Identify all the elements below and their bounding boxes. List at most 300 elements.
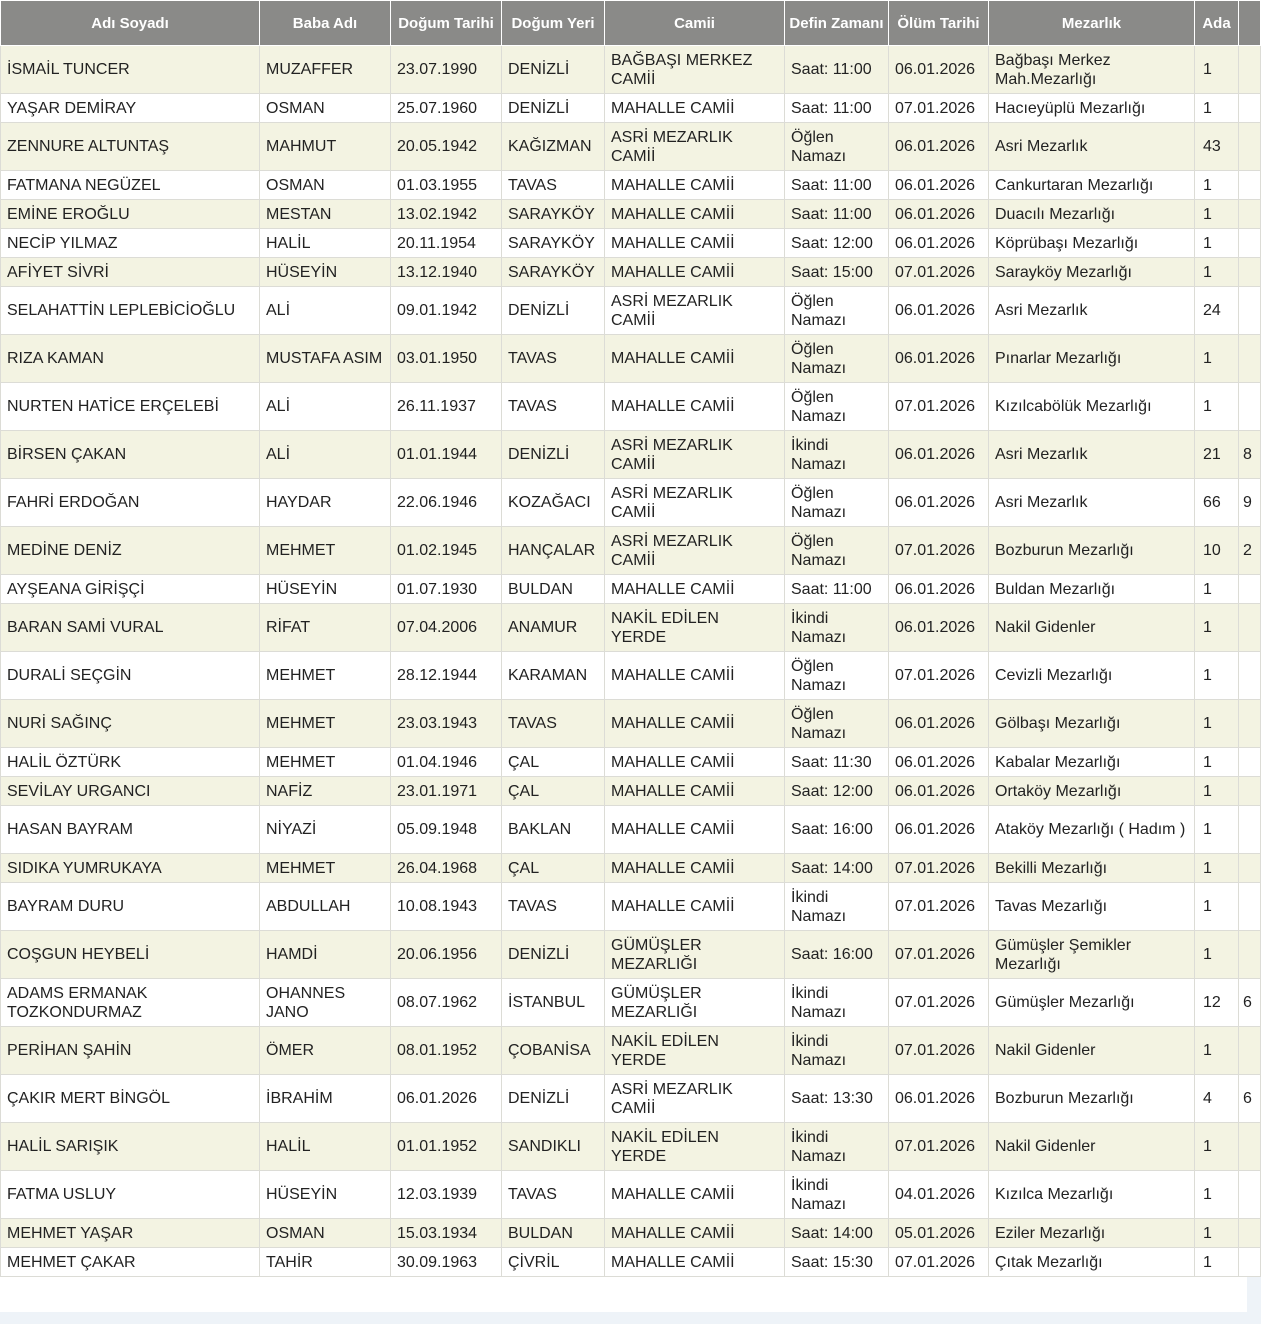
cell-olum-tarihi: 06.01.2026 — [889, 46, 989, 94]
cell-ada: 1 — [1195, 931, 1239, 979]
cell-extra: 8 — [1239, 431, 1261, 479]
cell-adi-soyadi: PERİHAN ŞAHİN — [1, 1027, 260, 1075]
table-row[interactable] — [1, 604, 1261, 652]
cell-ada: 1 — [1195, 229, 1239, 258]
cell-dogum-yeri: KAĞIZMAN — [502, 123, 605, 171]
cell-mezarlik: Bozburun Mezarlığı — [989, 527, 1195, 575]
cell-camii: MAHALLE CAMİİ — [605, 94, 785, 123]
cell-mezarlik: Nakil Gidenler — [989, 604, 1195, 652]
cell-extra — [1239, 335, 1261, 383]
cell-ada: 1 — [1195, 335, 1239, 383]
table-row[interactable] — [1, 287, 1261, 335]
cell-camii: NAKİL EDİLEN YERDE — [605, 604, 785, 652]
cell-dogum-tarihi: 20.11.1954 — [391, 229, 502, 258]
table-row[interactable] — [1, 123, 1261, 171]
cell-mezarlik: Kabalar Mezarlığı — [989, 748, 1195, 777]
cell-olum-tarihi: 07.01.2026 — [889, 383, 989, 431]
cell-ada: 1 — [1195, 94, 1239, 123]
table-row[interactable] — [1, 1248, 1261, 1277]
cell-defin-zamani: Öğlen Namazı — [785, 700, 889, 748]
cell-defin-zamani: Öğlen Namazı — [785, 383, 889, 431]
cell-mezarlik: Çıtak Mezarlığı — [989, 1248, 1195, 1277]
cell-ada: 10 — [1195, 527, 1239, 575]
cell-defin-zamani: Saat: 14:00 — [785, 854, 889, 883]
cell-olum-tarihi: 06.01.2026 — [889, 431, 989, 479]
cell-mezarlik: Köprübaşı Mezarlığı — [989, 229, 1195, 258]
cell-baba-adi: HÜSEYİN — [260, 1171, 391, 1219]
cell-mezarlik: Duacılı Mezarlığı — [989, 200, 1195, 229]
table-row[interactable] — [1, 575, 1261, 604]
cell-camii: ASRİ MEZARLIK CAMİİ — [605, 287, 785, 335]
cell-adi-soyadi: MEDİNE DENİZ — [1, 527, 260, 575]
cell-olum-tarihi: 07.01.2026 — [889, 1123, 989, 1171]
cell-camii: MAHALLE CAMİİ — [605, 383, 785, 431]
cell-defin-zamani: Öğlen Namazı — [785, 287, 889, 335]
cell-baba-adi: OHANNES JANO — [260, 979, 391, 1027]
cell-defin-zamani: Saat: 15:30 — [785, 1248, 889, 1277]
cell-extra — [1239, 258, 1261, 287]
cell-dogum-tarihi: 22.06.1946 — [391, 479, 502, 527]
table-row[interactable] — [1, 652, 1261, 700]
cell-olum-tarihi: 07.01.2026 — [889, 652, 989, 700]
cell-camii: ASRİ MEZARLIK CAMİİ — [605, 123, 785, 171]
table-row[interactable] — [1, 1075, 1261, 1123]
cell-dogum-tarihi: 08.07.1962 — [391, 979, 502, 1027]
cell-adi-soyadi: HALİL ÖZTÜRK — [1, 748, 260, 777]
cell-olum-tarihi: 07.01.2026 — [889, 94, 989, 123]
cell-ada: 66 — [1195, 479, 1239, 527]
header-dogum-yeri[interactable]: Doğum Yeri — [502, 1, 605, 46]
cell-ada: 1 — [1195, 383, 1239, 431]
cell-extra — [1239, 652, 1261, 700]
cell-defin-zamani: İkindi Namazı — [785, 1123, 889, 1171]
cell-camii: MAHALLE CAMİİ — [605, 258, 785, 287]
cell-extra — [1239, 1027, 1261, 1075]
cell-defin-zamani: İkindi Namazı — [785, 883, 889, 931]
cell-extra — [1239, 700, 1261, 748]
cell-baba-adi: ALİ — [260, 287, 391, 335]
cell-adi-soyadi: MEHMET YAŞAR — [1, 1219, 260, 1248]
cell-dogum-yeri: BAKLAN — [502, 806, 605, 854]
cell-dogum-tarihi: 28.12.1944 — [391, 652, 502, 700]
cell-defin-zamani: İkindi Namazı — [785, 604, 889, 652]
table-row[interactable] — [1, 479, 1261, 527]
cell-adi-soyadi: BİRSEN ÇAKAN — [1, 431, 260, 479]
cell-extra — [1239, 575, 1261, 604]
cell-olum-tarihi: 07.01.2026 — [889, 258, 989, 287]
cell-dogum-yeri: SARAYKÖY — [502, 229, 605, 258]
cell-dogum-yeri: ANAMUR — [502, 604, 605, 652]
cell-olum-tarihi: 07.01.2026 — [889, 527, 989, 575]
cell-dogum-tarihi: 07.04.2006 — [391, 604, 502, 652]
cell-baba-adi: MUSTAFA ASIM — [260, 335, 391, 383]
cell-defin-zamani: Öğlen Namazı — [785, 652, 889, 700]
table-row[interactable] — [1, 1171, 1261, 1219]
cell-adi-soyadi: EMİNE EROĞLU — [1, 200, 260, 229]
cell-dogum-yeri: TAVAS — [502, 1171, 605, 1219]
cell-extra — [1239, 200, 1261, 229]
cell-mezarlik: Ataköy Mezarlığı ( Hadım ) — [989, 806, 1195, 854]
cell-adi-soyadi: SELAHATTİN LEPLEBİCİOĞLU — [1, 287, 260, 335]
cell-defin-zamani: İkindi Namazı — [785, 431, 889, 479]
cell-mezarlik: Buldan Mezarlığı — [989, 575, 1195, 604]
cell-extra — [1239, 854, 1261, 883]
cell-mezarlik: Tavas Mezarlığı — [989, 883, 1195, 931]
cell-adi-soyadi: AYŞEANA GİRİŞÇİ — [1, 575, 260, 604]
cell-dogum-tarihi: 01.01.1944 — [391, 431, 502, 479]
cell-olum-tarihi: 06.01.2026 — [889, 287, 989, 335]
table-row[interactable] — [1, 748, 1261, 777]
cell-olum-tarihi: 06.01.2026 — [889, 748, 989, 777]
table-row[interactable] — [1, 200, 1261, 229]
cell-olum-tarihi: 07.01.2026 — [889, 854, 989, 883]
cell-camii: ASRİ MEZARLIK CAMİİ — [605, 431, 785, 479]
cell-camii: MAHALLE CAMİİ — [605, 335, 785, 383]
cell-dogum-yeri: SANDIKLI — [502, 1123, 605, 1171]
table-row[interactable] — [1, 700, 1261, 748]
cell-mezarlik: Hacıeyüplü Mezarlığı — [989, 94, 1195, 123]
cell-camii: MAHALLE CAMİİ — [605, 883, 785, 931]
cell-extra — [1239, 229, 1261, 258]
cell-baba-adi: TAHİR — [260, 1248, 391, 1277]
cell-baba-adi: İBRAHİM — [260, 1075, 391, 1123]
cell-dogum-yeri: TAVAS — [502, 171, 605, 200]
cell-mezarlik: Pınarlar Mezarlığı — [989, 335, 1195, 383]
cell-mezarlik: Kızılca Mezarlığı — [989, 1171, 1195, 1219]
cell-ada: 1 — [1195, 1171, 1239, 1219]
cell-adi-soyadi: DURALİ SEÇGİN — [1, 652, 260, 700]
table-row[interactable] — [1, 527, 1261, 575]
cell-ada: 1 — [1195, 258, 1239, 287]
cell-dogum-tarihi: 23.03.1943 — [391, 700, 502, 748]
cell-adi-soyadi: SIDIKA YUMRUKAYA — [1, 854, 260, 883]
cell-adi-soyadi: SEVİLAY URGANCI — [1, 777, 260, 806]
cell-baba-adi: ALİ — [260, 431, 391, 479]
cell-dogum-yeri: BULDAN — [502, 575, 605, 604]
table-row[interactable] — [1, 94, 1261, 123]
cell-olum-tarihi: 05.01.2026 — [889, 1219, 989, 1248]
cell-extra — [1239, 883, 1261, 931]
cell-olum-tarihi: 07.01.2026 — [889, 979, 989, 1027]
cell-camii: MAHALLE CAMİİ — [605, 854, 785, 883]
cell-adi-soyadi: ZENNURE ALTUNTAŞ — [1, 123, 260, 171]
cell-extra — [1239, 287, 1261, 335]
cell-mezarlik: Kızılcabölük Mezarlığı — [989, 383, 1195, 431]
cell-camii: GÜMÜŞLER MEZARLIĞI — [605, 931, 785, 979]
cell-dogum-tarihi: 20.05.1942 — [391, 123, 502, 171]
cell-dogum-tarihi: 01.04.1946 — [391, 748, 502, 777]
cell-camii: MAHALLE CAMİİ — [605, 575, 785, 604]
cell-baba-adi: HÜSEYİN — [260, 258, 391, 287]
cell-dogum-tarihi: 15.03.1934 — [391, 1219, 502, 1248]
cell-mezarlik: Ortaköy Mezarlığı — [989, 777, 1195, 806]
cell-extra — [1239, 777, 1261, 806]
cell-extra — [1239, 1171, 1261, 1219]
header-defin-zamani[interactable]: Defin Zamanı — [785, 1, 889, 46]
cell-olum-tarihi: 06.01.2026 — [889, 604, 989, 652]
header-baba-adi[interactable]: Baba Adı — [260, 1, 391, 46]
cell-ada: 4 — [1195, 1075, 1239, 1123]
cell-ada: 1 — [1195, 575, 1239, 604]
table-row[interactable] — [1, 171, 1261, 200]
cell-adi-soyadi: HASAN BAYRAM — [1, 806, 260, 854]
cell-dogum-yeri: DENİZLİ — [502, 46, 605, 94]
cell-baba-adi: MEHMET — [260, 527, 391, 575]
cell-baba-adi: MAHMUT — [260, 123, 391, 171]
cell-baba-adi: OSMAN — [260, 1219, 391, 1248]
cell-olum-tarihi: 06.01.2026 — [889, 575, 989, 604]
cell-extra — [1239, 383, 1261, 431]
cell-adi-soyadi: İSMAİL TUNCER — [1, 46, 260, 94]
cell-mezarlik: Gümüşler Mezarlığı — [989, 979, 1195, 1027]
cell-dogum-tarihi: 13.02.1942 — [391, 200, 502, 229]
cell-dogum-yeri: HANÇALAR — [502, 527, 605, 575]
cell-ada: 43 — [1195, 123, 1239, 171]
cell-olum-tarihi: 04.01.2026 — [889, 1171, 989, 1219]
cell-baba-adi: HÜSEYİN — [260, 575, 391, 604]
cell-adi-soyadi: ÇAKIR MERT BİNGÖL — [1, 1075, 260, 1123]
header-extra[interactable] — [1239, 1, 1261, 46]
cell-ada: 1 — [1195, 854, 1239, 883]
cell-camii: MAHALLE CAMİİ — [605, 700, 785, 748]
cell-dogum-yeri: ÇİVRİL — [502, 1248, 605, 1277]
cell-baba-adi: MEHMET — [260, 700, 391, 748]
table-row[interactable] — [1, 258, 1261, 287]
cell-defin-zamani: İkindi Namazı — [785, 1171, 889, 1219]
cell-mezarlik: Nakil Gidenler — [989, 1027, 1195, 1075]
header-mezarlik[interactable]: Mezarlık — [989, 1, 1195, 46]
cell-ada: 1 — [1195, 652, 1239, 700]
header-ada[interactable]: Ada — [1195, 1, 1239, 46]
cell-olum-tarihi: 07.01.2026 — [889, 1248, 989, 1277]
cell-camii: ASRİ MEZARLIK CAMİİ — [605, 1075, 785, 1123]
table-row[interactable] — [1, 1123, 1261, 1171]
table-row[interactable] — [1, 979, 1261, 1027]
cell-ada: 1 — [1195, 748, 1239, 777]
cell-baba-adi: HALİL — [260, 229, 391, 258]
cell-dogum-tarihi: 23.07.1990 — [391, 46, 502, 94]
cell-dogum-yeri: ÇOBANİSA — [502, 1027, 605, 1075]
cell-dogum-tarihi: 26.11.1937 — [391, 383, 502, 431]
cell-baba-adi: NİYAZİ — [260, 806, 391, 854]
cell-ada: 1 — [1195, 1248, 1239, 1277]
cell-dogum-yeri: ÇAL — [502, 748, 605, 777]
cell-baba-adi: HAMDİ — [260, 931, 391, 979]
cell-dogum-tarihi: 03.01.1950 — [391, 335, 502, 383]
table-row[interactable] — [1, 1027, 1261, 1075]
cell-dogum-tarihi: 20.06.1956 — [391, 931, 502, 979]
cell-extra: 2 — [1239, 527, 1261, 575]
cell-ada: 1 — [1195, 1027, 1239, 1075]
cell-dogum-tarihi: 12.03.1939 — [391, 1171, 502, 1219]
cell-defin-zamani: Saat: 11:00 — [785, 171, 889, 200]
cell-camii: MAHALLE CAMİİ — [605, 229, 785, 258]
table-row[interactable] — [1, 806, 1261, 854]
table-body — [1, 46, 1261, 1277]
cell-camii: NAKİL EDİLEN YERDE — [605, 1027, 785, 1075]
cell-dogum-yeri: TAVAS — [502, 335, 605, 383]
table-row[interactable] — [1, 229, 1261, 258]
cell-defin-zamani: Saat: 12:00 — [785, 777, 889, 806]
cell-adi-soyadi: FAHRİ ERDOĞAN — [1, 479, 260, 527]
cell-mezarlik: Gümüşler Şemikler Mezarlığı — [989, 931, 1195, 979]
table-row[interactable] — [1, 383, 1261, 431]
cell-defin-zamani: Saat: 13:30 — [785, 1075, 889, 1123]
cell-camii: MAHALLE CAMİİ — [605, 1219, 785, 1248]
cell-adi-soyadi: RIZA KAMAN — [1, 335, 260, 383]
cell-extra — [1239, 171, 1261, 200]
cell-defin-zamani: Öğlen Namazı — [785, 335, 889, 383]
cell-extra — [1239, 748, 1261, 777]
table-row[interactable] — [1, 931, 1261, 979]
cell-dogum-tarihi: 08.01.1952 — [391, 1027, 502, 1075]
cell-baba-adi: OSMAN — [260, 171, 391, 200]
cell-olum-tarihi: 06.01.2026 — [889, 171, 989, 200]
cell-defin-zamani: Saat: 11:30 — [785, 748, 889, 777]
cell-olum-tarihi: 06.01.2026 — [889, 806, 989, 854]
cell-dogum-tarihi: 30.09.1963 — [391, 1248, 502, 1277]
cell-defin-zamani: Öğlen Namazı — [785, 123, 889, 171]
cell-dogum-yeri: ÇAL — [502, 777, 605, 806]
cell-defin-zamani: Saat: 11:00 — [785, 46, 889, 94]
cell-mezarlik: Asri Mezarlık — [989, 479, 1195, 527]
cell-olum-tarihi: 06.01.2026 — [889, 229, 989, 258]
cell-defin-zamani: Öğlen Namazı — [785, 479, 889, 527]
cell-adi-soyadi: BARAN SAMİ VURAL — [1, 604, 260, 652]
cell-extra — [1239, 806, 1261, 854]
table-row[interactable] — [1, 46, 1261, 94]
cell-dogum-yeri: DENİZLİ — [502, 1075, 605, 1123]
cell-adi-soyadi: MEHMET ÇAKAR — [1, 1248, 260, 1277]
cell-baba-adi: MEHMET — [260, 854, 391, 883]
table-row[interactable] — [1, 431, 1261, 479]
header-adi-soyadi[interactable]: Adı Soyadı — [1, 1, 260, 46]
cell-baba-adi: MESTAN — [260, 200, 391, 229]
cell-dogum-tarihi: 01.03.1955 — [391, 171, 502, 200]
cell-dogum-yeri: KARAMAN — [502, 652, 605, 700]
cell-mezarlik: Cevizli Mezarlığı — [989, 652, 1195, 700]
cell-mezarlik: Asri Mezarlık — [989, 287, 1195, 335]
cell-baba-adi: ALİ — [260, 383, 391, 431]
cell-dogum-tarihi: 01.01.1952 — [391, 1123, 502, 1171]
cell-extra — [1239, 1123, 1261, 1171]
header-camii[interactable]: Camii — [605, 1, 785, 46]
cell-dogum-yeri: DENİZLİ — [502, 931, 605, 979]
cell-adi-soyadi: HALİL SARIŞIK — [1, 1123, 260, 1171]
cell-olum-tarihi: 06.01.2026 — [889, 200, 989, 229]
cell-extra — [1239, 1219, 1261, 1248]
cell-mezarlik: Sarayköy Mezarlığı — [989, 258, 1195, 287]
table-row[interactable] — [1, 335, 1261, 383]
cell-extra — [1239, 931, 1261, 979]
cell-adi-soyadi: NURİ SAĞINÇ — [1, 700, 260, 748]
cell-baba-adi: ABDULLAH — [260, 883, 391, 931]
cell-adi-soyadi: ADAMS ERMANAK TOZKONDURMAZ — [1, 979, 260, 1027]
cell-ada: 1 — [1195, 777, 1239, 806]
header-dogum-tarihi[interactable]: Doğum Tarihi — [391, 1, 502, 46]
cell-ada: 1 — [1195, 700, 1239, 748]
cell-extra: 6 — [1239, 979, 1261, 1027]
cell-dogum-tarihi: 26.04.1968 — [391, 854, 502, 883]
cell-ada: 1 — [1195, 200, 1239, 229]
cell-dogum-tarihi: 23.01.1971 — [391, 777, 502, 806]
cell-extra — [1239, 94, 1261, 123]
header-olum-tarihi[interactable]: Ölüm Tarihi — [889, 1, 989, 46]
cell-dogum-tarihi: 01.02.1945 — [391, 527, 502, 575]
cell-ada: 1 — [1195, 1219, 1239, 1248]
cell-adi-soyadi: FATMANA NEGÜZEL — [1, 171, 260, 200]
cell-baba-adi: HALİL — [260, 1123, 391, 1171]
cell-ada: 1 — [1195, 1123, 1239, 1171]
cell-extra — [1239, 123, 1261, 171]
cell-baba-adi: RİFAT — [260, 604, 391, 652]
cell-baba-adi: MUZAFFER — [260, 46, 391, 94]
cell-dogum-yeri: BULDAN — [502, 1219, 605, 1248]
table-row[interactable] — [1, 854, 1261, 883]
cell-olum-tarihi: 06.01.2026 — [889, 123, 989, 171]
cell-mezarlik: Bekilli Mezarlığı — [989, 854, 1195, 883]
cell-dogum-tarihi: 09.01.1942 — [391, 287, 502, 335]
cell-camii: ASRİ MEZARLIK CAMİİ — [605, 479, 785, 527]
cell-ada: 1 — [1195, 883, 1239, 931]
cell-olum-tarihi: 07.01.2026 — [889, 883, 989, 931]
cell-dogum-tarihi: 13.12.1940 — [391, 258, 502, 287]
cell-extra: 6 — [1239, 1075, 1261, 1123]
cell-ada: 1 — [1195, 171, 1239, 200]
cell-dogum-tarihi: 06.01.2026 — [391, 1075, 502, 1123]
cell-adi-soyadi: NECİP YILMAZ — [1, 229, 260, 258]
cell-camii: MAHALLE CAMİİ — [605, 1171, 785, 1219]
cell-dogum-yeri: İSTANBUL — [502, 979, 605, 1027]
cell-mezarlik: Gölbaşı Mezarlığı — [989, 700, 1195, 748]
cell-defin-zamani: Saat: 15:00 — [785, 258, 889, 287]
table-header-row — [1, 1, 1261, 46]
cell-defin-zamani: İkindi Namazı — [785, 979, 889, 1027]
table-row[interactable] — [1, 1219, 1261, 1248]
cell-adi-soyadi: COŞGUN HEYBELİ — [1, 931, 260, 979]
cell-defin-zamani: Saat: 12:00 — [785, 229, 889, 258]
cell-baba-adi: MEHMET — [260, 748, 391, 777]
cell-camii: BAĞBAŞI MERKEZ CAMİİ — [605, 46, 785, 94]
cell-dogum-yeri: TAVAS — [502, 700, 605, 748]
cell-olum-tarihi: 06.01.2026 — [889, 1075, 989, 1123]
cell-mezarlik: Nakil Gidenler — [989, 1123, 1195, 1171]
cell-dogum-tarihi: 05.09.1948 — [391, 806, 502, 854]
cell-defin-zamani: Saat: 11:00 — [785, 94, 889, 123]
cell-olum-tarihi: 06.01.2026 — [889, 700, 989, 748]
cell-camii: MAHALLE CAMİİ — [605, 652, 785, 700]
cell-ada: 1 — [1195, 604, 1239, 652]
cell-camii: MAHALLE CAMİİ — [605, 748, 785, 777]
cell-dogum-yeri: KOZAĞACI — [502, 479, 605, 527]
cell-defin-zamani: Saat: 11:00 — [785, 200, 889, 229]
cell-mezarlik: Cankurtaran Mezarlığı — [989, 171, 1195, 200]
cell-defin-zamani: Saat: 16:00 — [785, 931, 889, 979]
table-row[interactable] — [1, 777, 1261, 806]
cell-olum-tarihi: 06.01.2026 — [889, 777, 989, 806]
cell-camii: NAKİL EDİLEN YERDE — [605, 1123, 785, 1171]
cell-camii: MAHALLE CAMİİ — [605, 777, 785, 806]
cell-defin-zamani: Saat: 16:00 — [785, 806, 889, 854]
cell-olum-tarihi: 06.01.2026 — [889, 335, 989, 383]
cell-adi-soyadi: AFİYET SİVRİ — [1, 258, 260, 287]
cell-ada: 24 — [1195, 287, 1239, 335]
table-row[interactable] — [1, 883, 1261, 931]
cell-adi-soyadi: BAYRAM DURU — [1, 883, 260, 931]
cell-mezarlik: Asri Mezarlık — [989, 123, 1195, 171]
cell-camii: MAHALLE CAMİİ — [605, 171, 785, 200]
cell-camii: MAHALLE CAMİİ — [605, 806, 785, 854]
